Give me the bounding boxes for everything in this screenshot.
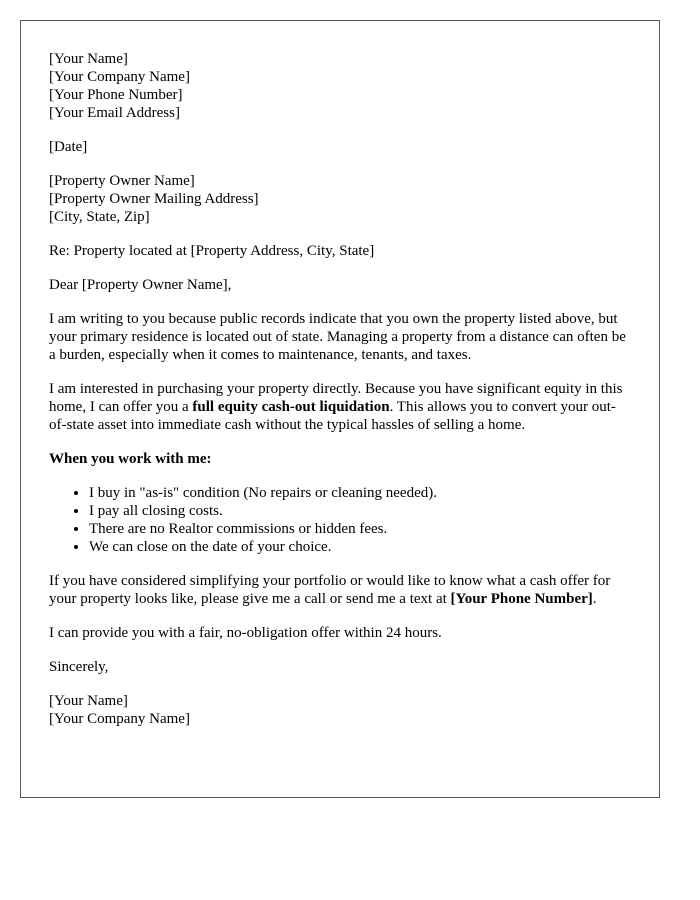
recipient-name: [Property Owner Name] [49, 173, 195, 189]
signature-name: [Your Name] [49, 693, 128, 709]
benefit-item: • I pay all closing costs. [89, 502, 631, 520]
sender-company: [Your Company Name] [49, 69, 190, 85]
sender-name: [Your Name] [49, 51, 128, 67]
offer-paragraph [49, 380, 631, 434]
benefits-list [49, 484, 631, 556]
contact-paragraph-text-after: . [592, 591, 597, 607]
sender-phone: [Your Phone Number] [49, 87, 183, 103]
sender-email: [Your Email Address] [49, 105, 180, 121]
letter-page [20, 20, 660, 798]
salutation: Dear [Property Owner Name], [49, 277, 232, 293]
closing: Sincerely, [49, 659, 109, 675]
benefits-heading: When you work with me: [49, 451, 212, 467]
benefit-item: • There are no Realtor commissions or hidden fees. [89, 520, 631, 538]
date-block [49, 138, 631, 156]
offer-paragraph-text-before: I am interested in purchasing your property directly. Because you have significant equity in this home, I can offer you a [49, 381, 623, 415]
recipient-address: [Property Owner Mailing Address] [49, 191, 259, 207]
signature-block [49, 692, 631, 728]
subject-line: Re: Property located at [Property Address, City, State] [49, 243, 375, 259]
sender-block [49, 50, 631, 122]
offer-paragraph-text-after: . This allows you to convert your out-of-state asset into immediate cash without the typical hassles of selling a home. [49, 399, 616, 433]
contact-phone-highlight: [Your Phone Number] [450, 591, 593, 607]
recipient-block [49, 172, 631, 226]
letter-date: [Date] [49, 139, 88, 155]
signature-company: [Your Company Name] [49, 711, 190, 727]
benefit-item: • I buy in "as-is" condition (No repairs or cleaning needed). [89, 484, 631, 502]
benefit-item: • We can close on the date of your choice. [89, 538, 631, 556]
intro-paragraph: I am writing to you because public records indicate that you own the property listed above, but your primary residence is located out of state. Managing a property from a distance can often be a burden, especially when it comes to maintenance, tenants, and taxes. [49, 311, 626, 363]
contact-paragraph-text-before: If you have considered simplifying your portfolio or would like to know what a cash offer for your property looks like, please give me a call or send me a text at [49, 573, 611, 607]
contact-paragraph [49, 572, 631, 608]
recipient-city-state-zip: [City, State, Zip] [49, 209, 150, 225]
offer-highlight: full equity cash-out liquidation [192, 399, 390, 415]
offer-timing-paragraph: I can provide you with a fair, no-obligation offer within 24 hours. [49, 625, 442, 641]
